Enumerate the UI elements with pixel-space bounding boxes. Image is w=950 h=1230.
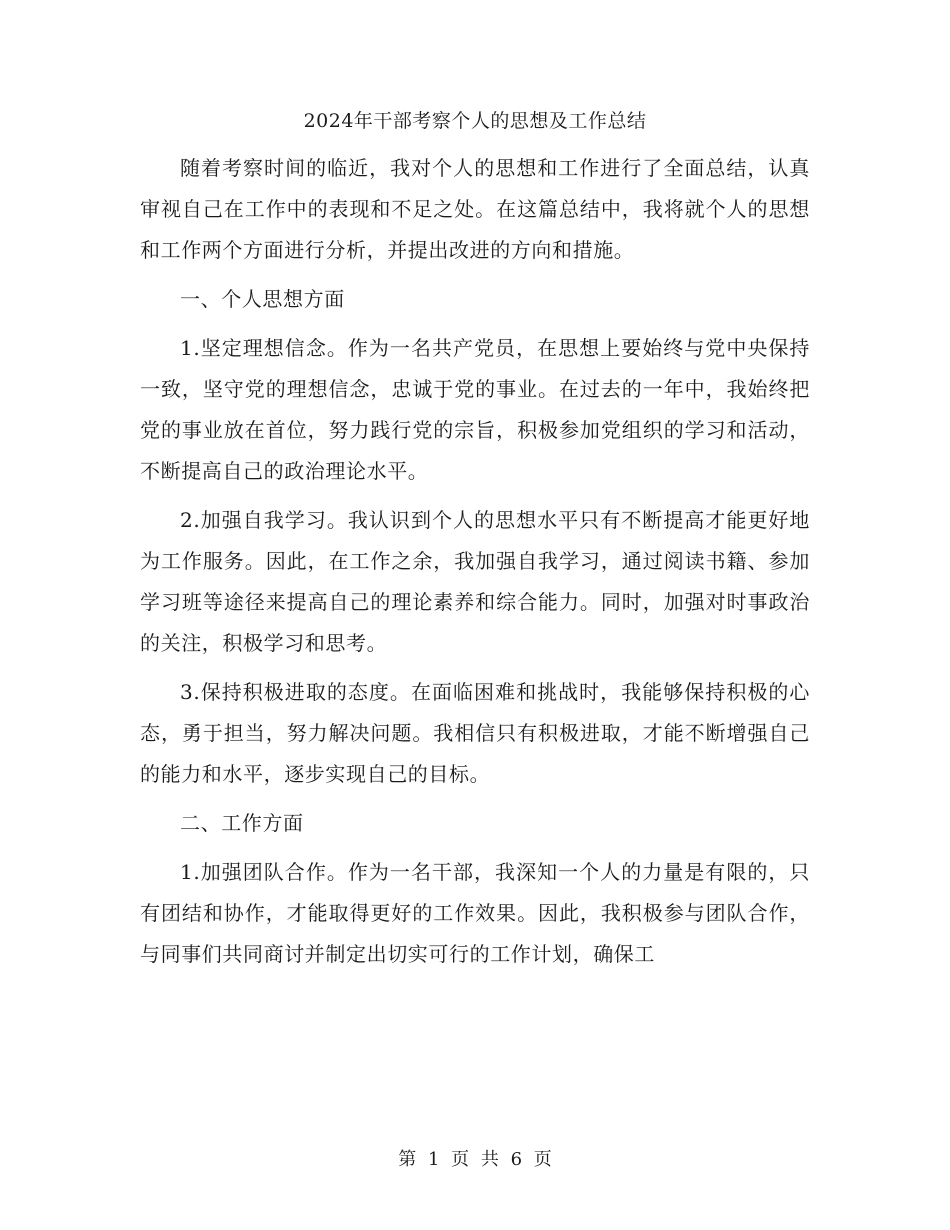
paragraph-thought-2: 2.加强自我学习。我认识到个人的思想水平只有不断提高才能更好地为工作服务。因此，在工作之余，我加强自我学习，通过阅读书籍、参加学习班等途径来提高自己的理论素养和综合能力。同时，加强对时事政治的关注，积极学习和思考。 [140, 508, 810, 655]
section-heading-thought: 一、个人思想方面 [180, 287, 345, 311]
paragraph-thought-3: 3.保持积极进取的态度。在面临困难和挑战时，我能够保持积极的心态，勇于担当，努力解决问题。我相信只有积极进取，才能不断增强自己的能力和水平，逐步实现自己的目标。 [140, 680, 810, 786]
document-body [140, 148, 810, 983]
paragraph-thought-1: 1.坚定理想信念。作为一名共产党员，在思想上要始终与党中央保持一致，坚守党的理想信念，忠诚于党的事业。在过去的一年中，我始终把党的事业放在首位，努力践行党的宗旨，积极参加党组织的学习和活动，不断提高自己的政治理论水平。 [140, 336, 810, 483]
paragraph-intro: 随着考察时间的临近，我对个人的思想和工作进行了全面总结，认真审视自己在工作中的表现和不足之处。在这篇总结中，我将就个人的思想和工作两个方面进行分析，并提出改进的方向和措施。 [140, 156, 810, 262]
document-title: 2024年干部考察个人的思想及工作总结 [303, 110, 647, 132]
page-footer: 第 1 页 共 6 页 [398, 1149, 552, 1170]
section-heading-work: 二、工作方面 [180, 811, 304, 835]
paragraph-work-1: 1.加强团队合作。作为一名干部，我深知一个人的力量是有限的，只有团结和协作，才能取得更好的工作效果。因此，我积极参与团队合作，与同事们共同商讨并制定出切实可行的工作计划，确保工 [140, 860, 810, 966]
